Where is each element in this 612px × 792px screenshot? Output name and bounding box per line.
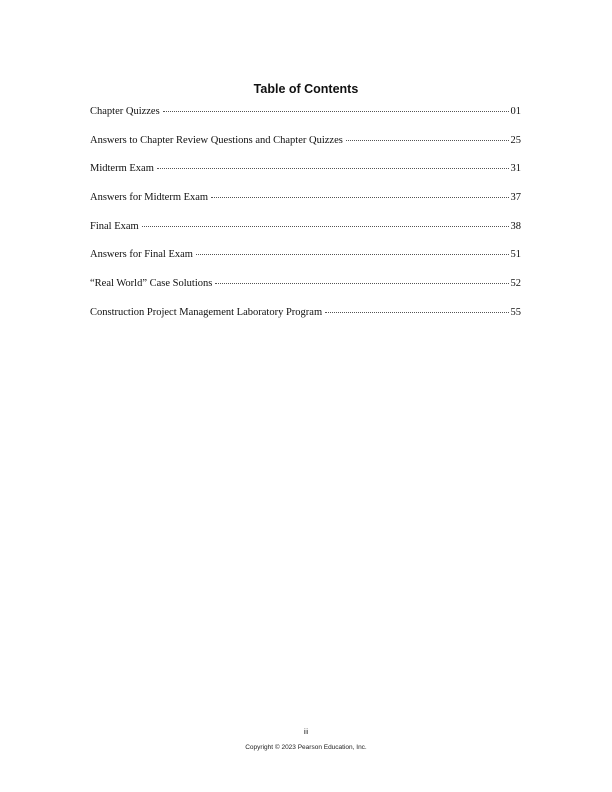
dot-leader [346,139,509,141]
toc-entry-page: 52 [510,278,521,290]
dot-leader [142,225,509,227]
dot-leader [325,311,508,313]
toc-entry[interactable] [90,305,521,334]
toc-entry-label: Midterm Exam [90,163,154,175]
dot-leader [157,167,509,169]
toc-entry-label: Final Exam [90,220,139,232]
toc-entry-page: 38 [510,220,521,232]
toc-entry[interactable] [90,247,521,276]
dot-leader [215,282,508,284]
dot-leader [196,253,509,255]
toc-entry-page: 37 [510,192,521,204]
toc-entry-page: 01 [510,106,521,117]
page-number: iii [303,729,309,736]
toc-entry[interactable] [90,161,521,190]
toc-entry-page: 55 [510,306,521,318]
toc-entry[interactable] [90,276,521,305]
toc-entry-label: “Real World” Case Solutions [90,278,213,290]
copyright-notice: Copyright © 2023 Pearson Education, Inc. [245,744,367,751]
toc-entry-label: Answers to Chapter Review Questions and Chapter Quizzes [90,134,343,146]
toc-entry[interactable] [90,133,521,162]
page-title: Table of Contents [253,82,359,96]
dot-leader [163,110,509,112]
toc-entry-label: Chapter Quizzes [90,106,160,117]
dot-leader [211,196,508,198]
toc-entry[interactable] [90,190,521,219]
toc-entry-page: 25 [510,134,521,146]
toc-entry-page: 31 [510,163,521,175]
toc-entry-label: Construction Project Management Laboratory Program [90,306,323,318]
toc-entry-page: 51 [510,249,521,261]
table-of-contents [90,104,521,334]
toc-entry[interactable] [90,104,521,133]
toc-entry-label: Answers for Final Exam [90,249,193,261]
toc-entry-label: Answers for Midterm Exam [90,192,209,204]
toc-entry[interactable] [90,219,521,248]
